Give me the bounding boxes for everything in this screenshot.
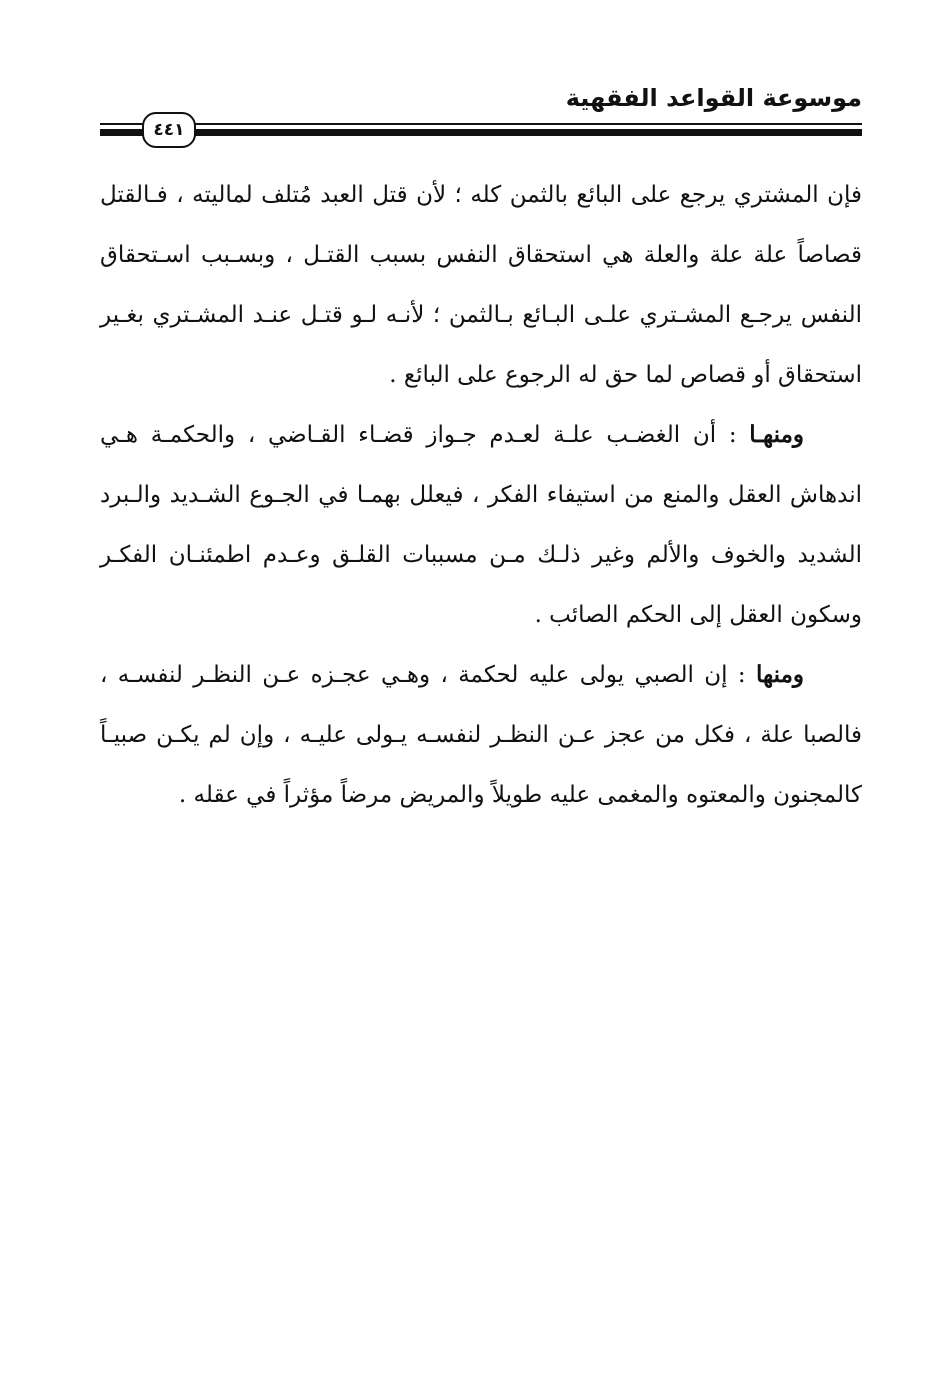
paragraph-3-lead: ومنها (756, 661, 804, 688)
paragraph-1: فإن المشتري يرجع على البائع بالثمن كله ؛ لأن قتل العبد مُتلف لماليته ، فـالقتل قصاصاً علة علة والعلة هي استحقاق النفس بسبب القتـل ، وبسـبب اسـتحقاق النفس يرجـع المشـتري علـى البـائع بـالثمن ؛ لأنـه لـو قتـل عنـد المشـتري بغـير استحقاق أو قصاص لما حق له الرجوع على البائع . (100, 182, 862, 388)
header-rule-thick (100, 129, 862, 136)
body-text (100, 165, 862, 825)
paragraph-3-text: : إن الصبي يولى عليه لحكمة ، وهـي عجـزه عـن النظـر لنفسـه ، فالصبا علة ، فكل من عجز عـن النظـر لنفسـه يـولى عليـه ، وإن لم يكـن صبيـاً كالمجنون والمعتوه والمغمى عليه طويلاً والمريض مرضاً مؤثراً في عقله . (100, 662, 862, 808)
header-rule-thin (100, 123, 862, 125)
paragraph-2-lead: ومنهـا (749, 421, 804, 448)
running-header-title: موسوعة القواعد الفقهية (565, 84, 862, 112)
paragraph-3 (100, 645, 862, 825)
paragraph-2 (100, 405, 862, 645)
paragraph-2-text: : أن الغضـب علـة لعـدم جـواز قضـاء القـاضي ، والحكمـة هـي اندهاش العقل والمنع من استيفاء الفكر ، فيعلل بهمـا في الجـوع الشـديد والـبرد الشديد والخوف والألم وغير ذلـك مـن مسببات القلـق وعـدم اطمئنـان الفكـر وسكون العقل إلى الحكم الصائب . (100, 422, 862, 628)
page-number: ٤٤١ (142, 112, 196, 148)
